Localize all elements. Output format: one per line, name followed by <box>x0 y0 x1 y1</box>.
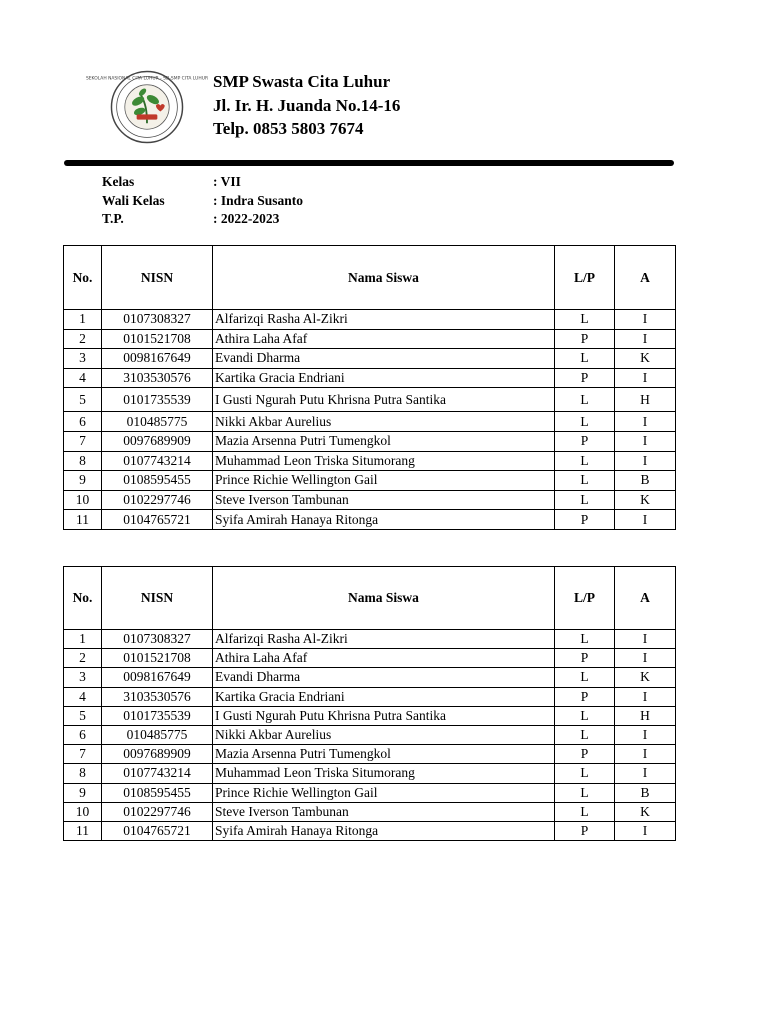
cell-nama-siswa: Kartika Gracia Endriani <box>213 687 555 706</box>
school-phone: Telp. 0853 5803 7674 <box>213 119 364 138</box>
cell-nisn: 0104765721 <box>102 510 213 530</box>
cell-a: K <box>615 349 676 369</box>
cell-a: I <box>615 431 676 451</box>
cell-lp: L <box>555 802 615 821</box>
cell-nama-siswa: Athira Laha Afaf <box>213 649 555 668</box>
cell-a: I <box>615 510 676 530</box>
cell-nisn: 0098167649 <box>102 349 213 369</box>
cell-nama-siswa: Evandi Dharma <box>213 349 555 369</box>
cell-a: K <box>615 490 676 510</box>
cell-a: I <box>615 630 676 649</box>
cell-nama-siswa: Kartika Gracia Endriani <box>213 368 555 388</box>
svg-text:SEKOLAH NASIONAL CITA LUHUR -: SEKOLAH NASIONAL CITA LUHUR - SD-SMP CITA LUHUR <box>85 76 209 82</box>
column-header-lp: L/P <box>555 246 615 310</box>
table-row <box>64 745 676 764</box>
table-row <box>64 471 676 491</box>
info-label: T.P. <box>102 211 124 227</box>
cell-nisn: 0104765721 <box>102 821 213 840</box>
class-info <box>102 173 303 229</box>
cell-no: 7 <box>64 745 102 764</box>
cell-nama-siswa: Steve Iverson Tambunan <box>213 490 555 510</box>
cell-a: I <box>615 745 676 764</box>
column-header-lp: L/P <box>555 567 615 630</box>
school-address: Jl. Ir. H. Juanda No.14-16 <box>213 95 401 115</box>
cell-nama-siswa: Evandi Dharma <box>213 668 555 687</box>
cell-no: 8 <box>64 764 102 783</box>
cell-lp: L <box>555 764 615 783</box>
cell-nisn: 0107743214 <box>102 764 213 783</box>
info-value: : 2022-2023 <box>213 211 280 227</box>
cell-nama-siswa: Prince Richie Wellington Gail <box>213 783 555 802</box>
table-row <box>64 451 676 471</box>
cell-no: 6 <box>64 725 102 744</box>
header-divider <box>64 160 674 166</box>
cell-lp: L <box>555 630 615 649</box>
table-row <box>64 329 676 349</box>
cell-nisn: 0101521708 <box>102 649 213 668</box>
table-header-row <box>64 246 676 310</box>
column-header-nisn: NISN <box>102 567 213 630</box>
table-row <box>64 431 676 451</box>
table-row <box>64 510 676 530</box>
info-label: Wali Kelas <box>102 192 165 208</box>
table-row <box>64 412 676 432</box>
cell-lp: P <box>555 687 615 706</box>
cell-no: 3 <box>64 668 102 687</box>
table-row <box>64 668 676 687</box>
cell-a: I <box>615 649 676 668</box>
table-row <box>64 368 676 388</box>
cell-lp: P <box>555 431 615 451</box>
cell-no: 7 <box>64 431 102 451</box>
table-row <box>64 783 676 802</box>
table-row <box>64 349 676 369</box>
cell-no: 11 <box>64 510 102 530</box>
cell-lp: L <box>555 725 615 744</box>
school-header <box>213 70 400 141</box>
cell-lp: L <box>555 412 615 432</box>
cell-no: 5 <box>64 388 102 412</box>
table-row <box>64 649 676 668</box>
cell-lp: P <box>555 745 615 764</box>
cell-nisn: 0101521708 <box>102 329 213 349</box>
table-row <box>64 687 676 706</box>
cell-nisn: 0107308327 <box>102 630 213 649</box>
cell-no: 9 <box>64 783 102 802</box>
cell-a: I <box>615 368 676 388</box>
table-row <box>64 725 676 744</box>
cell-nisn: 0102297746 <box>102 802 213 821</box>
cell-nama-siswa: Muhammad Leon Triska Situmorang <box>213 451 555 471</box>
column-header-no: No. <box>64 567 102 630</box>
cell-lp: P <box>555 821 615 840</box>
column-header-nisn: NISN <box>102 246 213 310</box>
cell-no: 8 <box>64 451 102 471</box>
cell-a: K <box>615 668 676 687</box>
cell-a: I <box>615 725 676 744</box>
cell-a: H <box>615 388 676 412</box>
cell-lp: L <box>555 668 615 687</box>
cell-nisn: 0102297746 <box>102 490 213 510</box>
cell-a: B <box>615 783 676 802</box>
info-row-tp <box>102 210 303 229</box>
cell-no: 4 <box>64 368 102 388</box>
column-header-a: A <box>615 567 676 630</box>
cell-nama-siswa: Mazia Arsenna Putri Tumengkol <box>213 431 555 451</box>
cell-lp: L <box>555 349 615 369</box>
cell-lp: L <box>555 471 615 491</box>
cell-a: I <box>615 329 676 349</box>
school-name: SMP Swasta Cita Luhur <box>213 72 391 91</box>
cell-nama-siswa: Alfarizqi Rasha Al-Zikri <box>213 630 555 649</box>
school-logo <box>85 70 209 144</box>
cell-nisn: 0107308327 <box>102 310 213 330</box>
column-header-nama-siswa: Nama Siswa <box>213 246 555 310</box>
cell-lp: L <box>555 783 615 802</box>
info-value: : VII <box>213 174 241 190</box>
cell-no: 5 <box>64 706 102 725</box>
cell-a: B <box>615 471 676 491</box>
column-header-no: No. <box>64 246 102 310</box>
cell-nama-siswa: Mazia Arsenna Putri Tumengkol <box>213 745 555 764</box>
cell-nama-siswa: Syifa Amirah Hanaya Ritonga <box>213 510 555 530</box>
student-table-2 <box>63 566 676 841</box>
cell-no: 10 <box>64 490 102 510</box>
cell-nama-siswa: Nikki Akbar Aurelius <box>213 725 555 744</box>
cell-a: K <box>615 802 676 821</box>
cell-no: 2 <box>64 329 102 349</box>
cell-nisn: 0108595455 <box>102 783 213 802</box>
cell-no: 1 <box>64 310 102 330</box>
cell-nama-siswa: Nikki Akbar Aurelius <box>213 412 555 432</box>
info-label: Kelas <box>102 174 135 190</box>
info-row-kelas <box>102 173 303 192</box>
cell-lp: L <box>555 310 615 330</box>
table-row <box>64 706 676 725</box>
cell-nama-siswa: Athira Laha Afaf <box>213 329 555 349</box>
cell-nisn: 0097689909 <box>102 745 213 764</box>
cell-nisn: 0108595455 <box>102 471 213 491</box>
cell-nisn: 0097689909 <box>102 431 213 451</box>
cell-a: I <box>615 687 676 706</box>
cell-no: 6 <box>64 412 102 432</box>
cell-nama-siswa: Muhammad Leon Triska Situmorang <box>213 764 555 783</box>
table-row <box>64 821 676 840</box>
table-row <box>64 630 676 649</box>
cell-no: 11 <box>64 821 102 840</box>
cell-no: 10 <box>64 802 102 821</box>
cell-lp: P <box>555 368 615 388</box>
cell-nama-siswa: Prince Richie Wellington Gail <box>213 471 555 491</box>
cell-a: I <box>615 310 676 330</box>
cell-no: 9 <box>64 471 102 491</box>
cell-lp: P <box>555 649 615 668</box>
student-table-1 <box>63 245 676 530</box>
cell-nama-siswa: Syifa Amirah Hanaya Ritonga <box>213 821 555 840</box>
cell-nisn: 3103530576 <box>102 368 213 388</box>
info-row-wali-kelas <box>102 192 303 211</box>
column-header-a: A <box>615 246 676 310</box>
cell-no: 4 <box>64 687 102 706</box>
cell-a: I <box>615 451 676 471</box>
cell-nisn: 3103530576 <box>102 687 213 706</box>
cell-nisn: 010485775 <box>102 725 213 744</box>
cell-nisn: 0101735539 <box>102 706 213 725</box>
cell-nama-siswa: Alfarizqi Rasha Al-Zikri <box>213 310 555 330</box>
table-row <box>64 310 676 330</box>
cell-nama-siswa: I Gusti Ngurah Putu Khrisna Putra Santika <box>213 706 555 725</box>
table-header-row <box>64 567 676 630</box>
table-row <box>64 388 676 412</box>
cell-lp: P <box>555 510 615 530</box>
cell-a: H <box>615 706 676 725</box>
cell-no: 2 <box>64 649 102 668</box>
cell-nama-siswa: Steve Iverson Tambunan <box>213 802 555 821</box>
cell-lp: L <box>555 451 615 471</box>
cell-nisn: 0098167649 <box>102 668 213 687</box>
cell-a: I <box>615 412 676 432</box>
cell-lp: P <box>555 329 615 349</box>
cell-nisn: 0101735539 <box>102 388 213 412</box>
cell-no: 1 <box>64 630 102 649</box>
table-row <box>64 802 676 821</box>
cell-no: 3 <box>64 349 102 369</box>
column-header-nama-siswa: Nama Siswa <box>213 567 555 630</box>
cell-nisn: 0107743214 <box>102 451 213 471</box>
cell-a: I <box>615 764 676 783</box>
cell-lp: L <box>555 490 615 510</box>
cell-nisn: 010485775 <box>102 412 213 432</box>
cell-a: I <box>615 821 676 840</box>
cell-nama-siswa: I Gusti Ngurah Putu Khrisna Putra Santika <box>213 388 555 412</box>
info-value: : Indra Susanto <box>213 192 304 208</box>
table-row <box>64 764 676 783</box>
cell-lp: L <box>555 388 615 412</box>
table-row <box>64 490 676 510</box>
cell-lp: L <box>555 706 615 725</box>
